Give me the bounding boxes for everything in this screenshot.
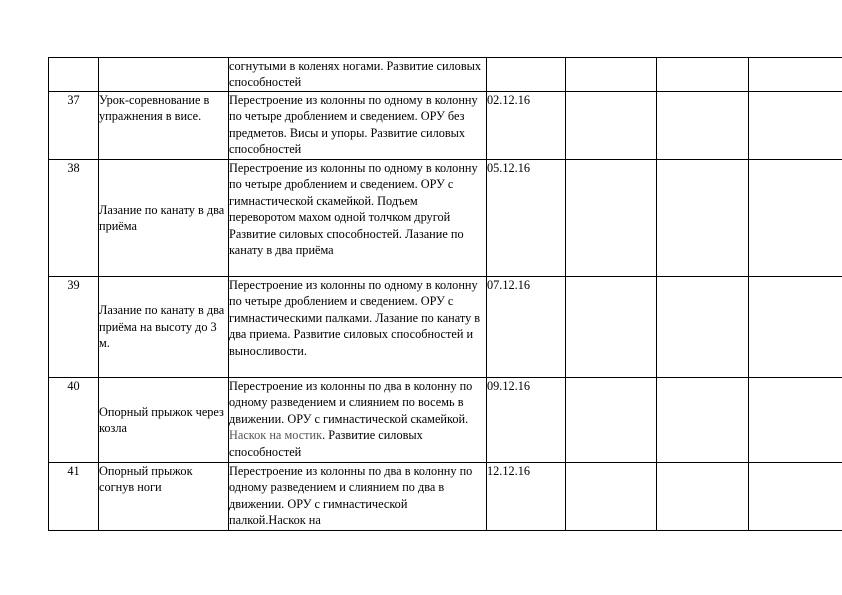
table-row xyxy=(49,277,842,378)
empty-cell xyxy=(749,92,842,160)
table-row xyxy=(49,463,842,531)
empty-cell xyxy=(657,277,749,378)
empty-cell xyxy=(657,463,749,531)
lesson-topic xyxy=(99,58,229,92)
table-row xyxy=(49,58,842,92)
table-row xyxy=(49,92,842,160)
empty-cell xyxy=(657,378,749,463)
lesson-date: 12.12.16 xyxy=(487,463,566,531)
empty-cell xyxy=(566,277,657,378)
empty-cell xyxy=(566,463,657,531)
lesson-number: 37 xyxy=(49,92,99,160)
lesson-content-part: Перестроение из колонны по два в колонну по одному разведением и слиянием по восемь в движении. ОРУ с гимнастической скамейкой. xyxy=(229,379,473,426)
lesson-date: 05.12.16 xyxy=(487,160,566,277)
lesson-number: 39 xyxy=(49,277,99,378)
lesson-topic: Урок-соревнование в упражнения в висе. xyxy=(99,92,229,160)
lesson-topic: Лазание по канату в два приёма xyxy=(99,160,229,277)
lesson-content: Перестроение из колонны по одному в колонну по четыре дроблением и сведением. ОРУ с гимнастической скамейкой. Подъем переворотом махом одной толчком другой Развитие силовых способностей. Лазание по канату в два приёма xyxy=(229,160,487,277)
lesson-content: Перестроение из колонны по одному в колонну по четыре дроблением и сведением. ОРУ без предметов. Висы и упоры. Развитие силовых способностей xyxy=(229,92,487,160)
lesson-date xyxy=(487,58,566,92)
lesson-number: 40 xyxy=(49,378,99,463)
table-row xyxy=(49,378,842,463)
empty-cell xyxy=(566,378,657,463)
lesson-content-highlight: Наскок на мостик xyxy=(229,428,323,443)
lesson-content xyxy=(229,378,487,463)
lesson-date: 02.12.16 xyxy=(487,92,566,160)
lesson-content: согнутыми в коленях ногами. Развитие силовых способностей xyxy=(229,58,487,92)
lesson-content: Перестроение из колонны по два в колонну по одному разведением и слиянием по два в движении. ОРУ с гимнастической палкой.Наскок на xyxy=(229,463,487,531)
empty-cell xyxy=(749,160,842,277)
empty-cell xyxy=(657,92,749,160)
empty-cell xyxy=(566,92,657,160)
lesson-date: 09.12.16 xyxy=(487,378,566,463)
lesson-number xyxy=(49,58,99,92)
lesson-plan-table xyxy=(48,57,842,531)
table-row xyxy=(49,160,842,277)
empty-cell xyxy=(749,378,842,463)
lesson-content: Перестроение из колонны по одному в колонну по четыре дроблением и сведением. ОРУ с гимнастическими палками. Лазание по канату в два приема. Развитие силовых способностей и выносливости. xyxy=(229,277,487,378)
empty-cell xyxy=(566,160,657,277)
lesson-number: 41 xyxy=(49,463,99,531)
lesson-date: 07.12.16 xyxy=(487,277,566,378)
empty-cell xyxy=(749,463,842,531)
empty-cell xyxy=(657,160,749,277)
empty-cell xyxy=(749,58,842,92)
lesson-topic: Опорный прыжок через козла xyxy=(99,378,229,463)
empty-cell xyxy=(566,58,657,92)
lesson-number: 38 xyxy=(49,160,99,277)
lesson-topic: Лазание по канату в два приёма на высоту до 3 м. xyxy=(99,277,229,378)
lesson-topic: Опорный прыжок согнув ноги xyxy=(99,463,229,531)
empty-cell xyxy=(657,58,749,92)
lesson-content-part: . Развитие силовых способностей xyxy=(229,428,423,459)
empty-cell xyxy=(749,277,842,378)
